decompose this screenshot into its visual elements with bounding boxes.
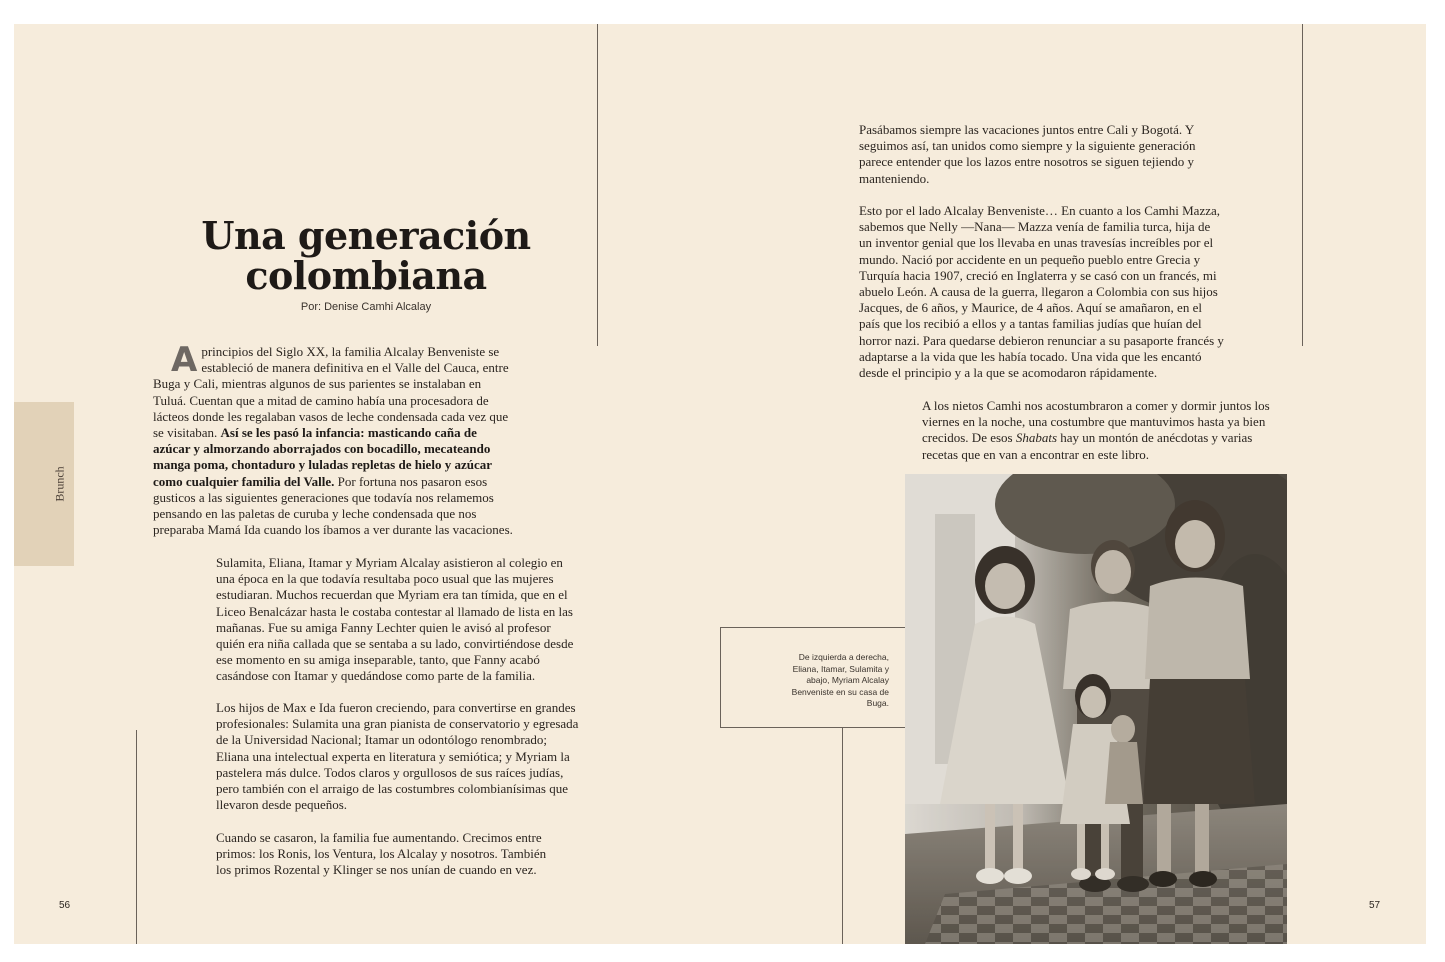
section-tab-label: Brunch [52, 466, 67, 502]
left-paragraph-4: Cuando se casaron, la familia fue aumentando. Crecimos entre primos: los Ronis, los Ventura, los Alcalay y nosotros. También los primos Rozental y Klinger se nos unían de cuando en vez. [216, 830, 547, 878]
family-photo-image [905, 474, 1287, 944]
right-paragraph-3: A los nietos Camhi nos acostumbraron a comer y dormir juntos los viernes en la noche, una costumbre que mantuvimos hasta ya bien crecidos. De esos Shabats hay un montón de anécdotas y varias recetas que en van a encontrar en este libro. [922, 398, 1270, 462]
right-paragraph-2: Esto por el lado Alcalay Benveniste… En cuanto a los Camhi Mazza, sabemos que Nelly —Nana— Mazza venía de familia turca, hija de un inventor genial que los llevaba en unas travesías increíbles por el mundo. Nació por accidente en un pequeño pueblo entre Grecia y Turquía hacia 1907, creció en Inglaterra y se casó con un francés, mi abuelo León. A causa de la guerra, llegaron a Colombia con sus hijos Jacques, de 6 años, y Maurice, de 4 años. Aquí se amañaron, en el país que los recibió a ellos y a tantas familias judías que huían del horror nazi. Para quedarse debieron renunciar a su pasaporte francés y adaptarse a la vida que les había tocado. Una vida que les encantó desde el principio y a la que se acomodaron rápidamente. [859, 203, 1224, 381]
drop-cap: A [171, 340, 198, 380]
divider-bottom-center [842, 728, 843, 944]
title-line-1: Una generación [201, 213, 531, 258]
right-paragraph-1: Pasábamos siempre las vacaciones juntos entre Cali y Bogotá. Y seguimos así, tan unidos como siempre y la siguiente generación parece entender que los lazos entre nosotros se siguen tejiendo y manteniendo. [859, 122, 1196, 186]
caption-frame [720, 627, 905, 728]
page-number-right: 57 [1369, 900, 1381, 911]
family-photo [905, 474, 1287, 944]
article-title [196, 213, 536, 298]
left-paragraph-2: Sulamita, Eliana, Itamar y Myriam Alcalay asistieron al colegio en una época en la que todavía resultaba poco usual que las mujeres estudiaran. Muchos recuerdan que Myriam era tan tímida, que en el Liceo Benalcázar hasta le costaba contestar al llamado de lista en las mañanas. Fue su amiga Fanny Lechter quien le avisó al profesor quién era niña callada que se sentaba a su lado, convirtiéndose desde ese momento en su amiga inseparable, tanto, que Fanny acabó casándose con Itamar y quedándose como parte de la familia. [216, 555, 574, 684]
left-paragraph-1: A principios del Siglo XX, la familia Alcalay Benveniste se estableció de manera definitiva en el Valle del Cauca, entre Buga y Cali, mientras algunos de sus parientes se instalaban en Tuluá. Cuentan que a mitad de camino había una procesadora de lácteos donde les regalaban vasos de leche condensada cada vez que se visitaban. Así se les pasó la infancia: masticando caña de azúcar y almorzando aborrajados con bocadillo, mecateando manga poma, chontaduro y luladas repletas de hielo y azúcar como cualquier familia del Valle. Por fortuna nos pasaron esos gusticos a las siguientes generaciones que todavía nos relamemos pensando en las paletas de curuba y leche condensada que nos preparaba Mamá Ida cuando los íbamos a ver durante las vacaciones. [153, 340, 513, 538]
divider-top-center [597, 24, 598, 346]
highlighted-text: Así se les pasó la infancia: masticando caña de azúcar y almorzando aborrajados con bocadillo, mecateando manga poma, chontaduro y luladas repletas de hielo y azúcar como cualquier familia del Valle. [153, 425, 492, 489]
page-number-left: 56 [59, 900, 71, 911]
divider-top-right [1302, 24, 1303, 346]
byline: Por: Denise Camhi Alcalay [300, 301, 432, 313]
divider-bottom-left [136, 730, 137, 944]
photo-caption: De izquierda a derecha, Eliana, Itamar, Sulamita y abajo, Myriam Alcalay Benveniste en su casa de Buga. [791, 652, 889, 708]
title-line-2: colombiana [245, 253, 487, 298]
left-paragraph-3: Los hijos de Max e Ida fueron creciendo, para convertirse en grandes profesionales: Sulamita una gran pianista de conservatorio y egresada de la Universidad Nacional; Itamar un odontólogo renombrado; Eliana una intelectual experta en literatura y semiótica; y Myriam la pastelera más dulce. Todos claros y orgullosos de sus raíces judías, pero también con el arraigo de las costumbres colombianísimas que llevaron desde pequeños. [216, 700, 579, 813]
shabats-italic: Shabats [1015, 430, 1058, 446]
